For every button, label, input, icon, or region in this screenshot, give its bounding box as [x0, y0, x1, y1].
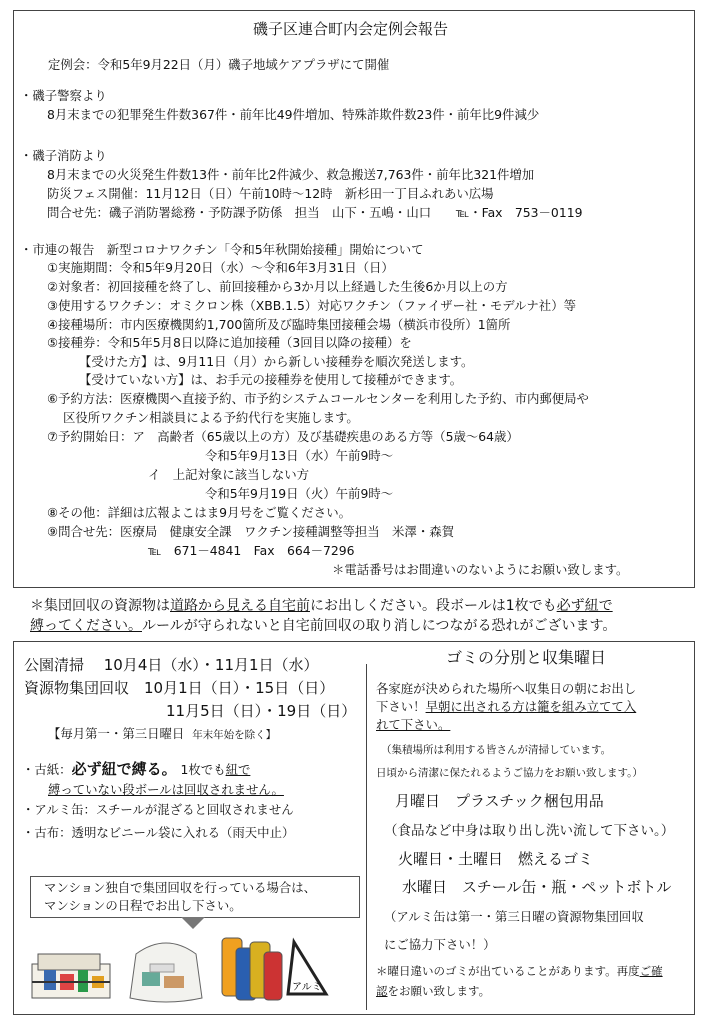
small-note: （集積場所は利用する皆さんが清掃しています。	[381, 744, 612, 756]
city-line: ⑧その他：詳細は広報よこはま9月号をご覧ください。	[47, 505, 351, 520]
fire-line: 8月末までの火災発生件数13件・前年比2件減少、救急搬送7,763件・前年比321件増加	[47, 167, 535, 182]
fire-line: 防災フェス開催：11月12日（日）午前10時～12時 新杉田一丁目ふれあい広場	[47, 186, 494, 201]
notice-part: 必ず紐で	[556, 598, 613, 614]
city-heading: ・市連の報告 新型コロナワクチン「令和5年秋開始接種」開始について	[20, 242, 424, 257]
city-line: ⑨問合せ先：医療局 健康安全課 ワクチン接種調整等担当 米澤・森賀	[47, 524, 454, 539]
city-line: 令和5年9月19日（火）午前9時～	[205, 486, 394, 501]
paper-emph: 必ず紐で縛る。	[71, 760, 177, 778]
intro-text: 早朝に出される方は籠を組み立てて入	[425, 699, 637, 714]
footer-text: 認	[376, 984, 388, 998]
can-rule: ・アルミ缶：スチールが混ざると回収されません	[22, 802, 294, 817]
park-cleaning: 公園清掃 10月4日（水）・11月1日（水）	[24, 656, 319, 674]
collection-dates-1: 資源物集団回収 10月1日（日）・15日（日）	[24, 679, 335, 697]
intro-line: 各家庭が決められた場所へ収集日の朝にお出し	[376, 681, 637, 696]
aluminum-cans-icon	[222, 938, 282, 1000]
monthly-note	[48, 724, 276, 745]
collection-notice-2	[30, 617, 616, 636]
mansion-line: マンションの日程でお出し下さい。	[44, 898, 242, 913]
police-heading: ・磯子警察より	[20, 88, 107, 103]
footer-text: をお願い致します。	[387, 984, 491, 998]
paper-rule-2: 縛っていない段ボールは回収されません。	[48, 782, 284, 797]
alu-note: （アルミ缶は第一・第三日曜の資源物集団回収	[384, 909, 644, 924]
paper-text: 紐で	[225, 762, 251, 777]
intro-text: 下さい！	[376, 699, 426, 714]
city-line: ④接種場所：市内医療機関約1,700箇所及び臨時集団接種会場（横浜市役所）1箇所	[47, 317, 511, 332]
notice-part: ＊集団回収の資源物は	[30, 598, 170, 614]
footer-note-2	[376, 982, 490, 1001]
tue-sat-rule: 火曜日・土曜日 燃えるゴミ	[398, 850, 594, 868]
paper-label: ・古紙：	[22, 762, 72, 777]
paper-text: 1枚でも	[180, 762, 226, 777]
footer-text: ＊曜日違いのゴミが出ていることがあります。再度	[376, 964, 640, 978]
alumi-label: アルミ	[292, 982, 322, 993]
cloth-bag-icon	[130, 943, 202, 1002]
report-title: 磯子区連合町内会定例会報告	[253, 20, 449, 38]
city-line: 【受けた方】は、9月11日（月）から新しい接種券を順次発送します。	[79, 354, 474, 369]
mansion-line: マンション独自で集団回収を行っている場合は、	[44, 880, 317, 895]
city-line: ⑦予約開始日：ア 高齢者（65歳以上の方）及び基礎疾患のある方等（5歳～64歳）	[47, 429, 519, 444]
column-divider	[366, 664, 367, 1010]
wednesday-rule: 水曜日 スチール缶・瓶・ペットボトル	[402, 878, 672, 896]
fire-line: 問合せ先：磯子消防署総務・予防課予防係 担当 山下・五嶋・山口 ℡・Fax 753－0119	[47, 205, 583, 220]
collection-dates-2: 11月5日（日）・19日（日）	[166, 702, 357, 720]
city-line: イ 上記対象に該当しない方	[148, 467, 310, 482]
city-line: ℡ 671－4841 Fax 664－7296	[148, 543, 355, 558]
meeting-line: 定例会：令和5年9月22日（月）磯子地域ケアプラザにて開催	[48, 57, 390, 72]
monthly-note-main: 【毎月第一・第三日曜日	[48, 726, 185, 741]
city-line: ⑥予約方法：医療機関へ直接予約、市予約システムコールセンターを利用した予約、市内郵便局や	[47, 391, 589, 406]
footer-text: ご確	[639, 964, 663, 978]
city-line: ⑤接種券：令和5年5月8日以降に追加接種（3回目以降の接種）を	[47, 335, 412, 350]
garbage-title: ゴミの分別と収集曜日	[446, 648, 607, 667]
city-line: ③使用するワクチン：オミクロン株（XBB.1.5）対応ワクチン（ファイザー社・モデルナ社）等	[47, 298, 576, 313]
city-line: ＊電話番号はお間違いのないようにお願い致します。	[332, 562, 629, 577]
monday-rule: 月曜日 プラスチック梱包用品	[395, 792, 604, 810]
paper-rule	[22, 760, 250, 779]
recyclables-illustration	[26, 924, 346, 1006]
collection-notice	[30, 597, 613, 616]
notice-part: 縛ってください。	[30, 618, 142, 634]
intro-line-2	[376, 697, 636, 716]
city-line: ①実施期間：令和5年9月20日（水）～令和6年3月31日（日）	[47, 260, 394, 275]
aluminum-recycle-mark-icon	[288, 942, 326, 994]
footer-note	[376, 962, 663, 981]
cloth-rule: ・古布：透明なビニール袋に入れる（雨天中止）	[22, 825, 295, 840]
city-line: 【受けていない方】は、お手元の接種券を使用して接種ができます。	[79, 372, 463, 387]
monday-note: （食品など中身は取り出し洗い流して下さい。）	[384, 823, 675, 839]
city-line: 令和5年9月13日（水）午前9時～	[205, 448, 394, 463]
alu-note-2: にご協力下さい！）	[384, 937, 496, 952]
intro-line-3: れて下さい。	[376, 717, 451, 732]
city-line: ②対象者：初回接種を終了し、前回接種から3か月以上経過した生後6か月以上の方	[47, 279, 508, 294]
small-note: 日頃から清潔に保たれるようご協力をお願い致します。）	[376, 767, 643, 779]
notice-part: ルールが守られないと自宅前回収の取り消しにつながる恐れがございます。	[142, 618, 617, 634]
notice-part: 道路から見える自宅前	[170, 598, 310, 614]
monthly-note-small: 年末年始を除く】	[192, 729, 277, 741]
city-line: 区役所ワクチン相談員による予約代行を実施します。	[63, 410, 359, 425]
newspaper-bundle-icon	[32, 954, 110, 998]
police-line: 8月末までの犯罪発生件数367件・前年比49件増加、特殊詐欺件数23件・前年比9件減少	[47, 107, 540, 122]
fire-heading: ・磯子消防より	[20, 148, 107, 163]
notice-part: にお出しください。段ボールは1枚でも	[310, 598, 557, 614]
